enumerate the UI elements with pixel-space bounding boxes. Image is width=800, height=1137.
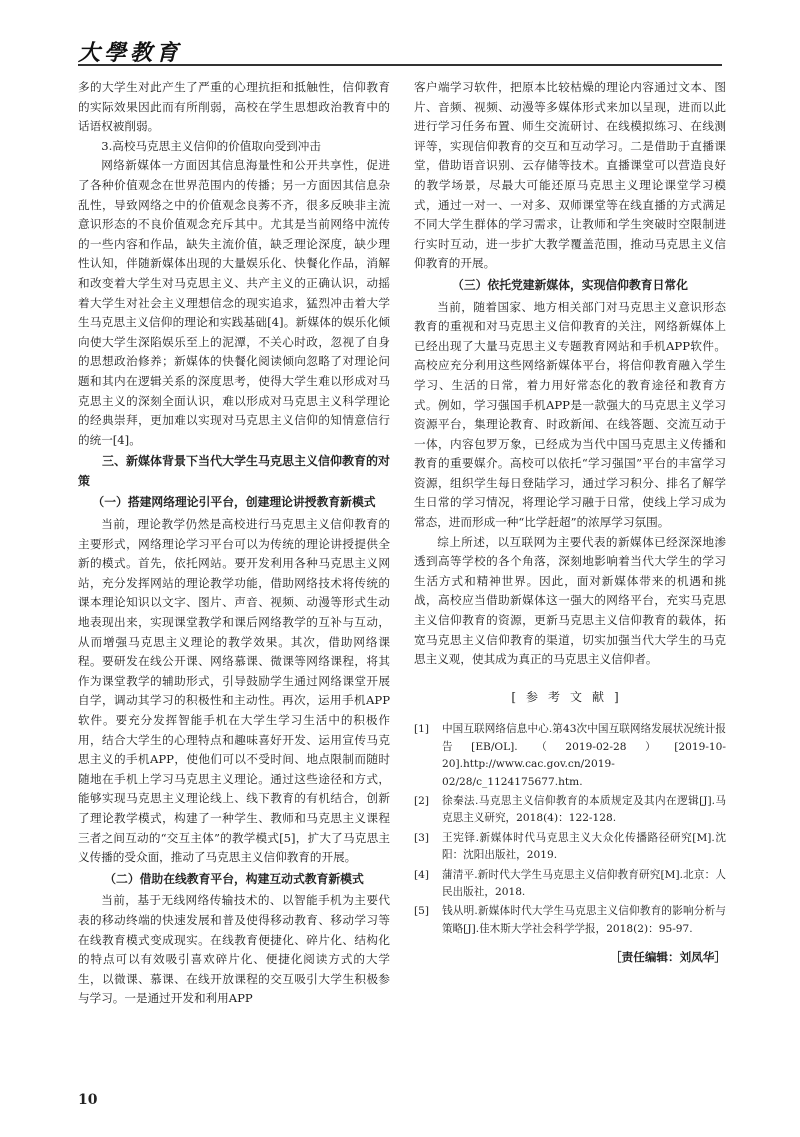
paragraph: 当前，理论教学仍然是高校进行马克思主义信仰教育的主要形式，网络理论学习平台可以为传统的理论讲授提供全新的模式。首先，依托网站。要开发利用各种马克思主义网站，充分发挥网站的理论教学功能，借助网络技术将传统的课本理论知识以文字、图片、声音、视频、动漫等形式生动地表现出来，实现课堂教学和课后网络教学的互补与互动，从而增强马克思主义理论的教学效果。其次，借助网络课程。要研发在线公开课、网络慕课、微课等网络课程，将其作为课堂教学的辅助形式，引导鼓励学生通过网络课堂开展自学，调动其学习的积极性和主动性。再次，运用手机APP软件。要充分发挥智能手机在大学生学习生活中的积极作用，结合大学生的心理特点和趣味喜好开发、运用宣传马克思主义的手机APP，使他们可以不受时间、地点限制而随时随地在手机上学习马克思主义理论。通过这些途径和方式，能够实现马克思主义理论线上、线下教育的有机结合，创新了理论教学模式，构建了一种学生、教师和马克思主义课程三者之间互动的“交互主体”的教学模式[5]，扩大了马克思主义传播的受众面，推动了马克思主义信仰教育的开展。 [78,517,390,865]
paragraph: 客户端学习软件，把原本比较枯燥的理论内容通过文本、图片、音频、视频、动漫等多媒体形式来加以呈现，进而以此进行学习任务布置、师生交流研讨、在线模拟练习、在线测评等，实现信仰教育的交互和互动学习。二是借助于直播课堂，借助语音识别、云存储等技术。直播课堂可以营造良好的教学场景，尽最大可能还原马克思主义理论课堂学习模式，通过一对一、一对多、双师课堂等在线直播的方式满足不同大学生群体的学习需求，让教师和学生突破时空限制进行实时互动，进一步扩大教学覆盖范围，推动马克思主义信仰教育的开展。 [414,80,726,271]
reference-item [414,903,726,938]
paragraph: 当前，随着国家、地方相关部门对马克思主义意识形态教育的重视和对马克思主义信仰教育的关注，网络新媒体上已经出现了大量马克思主义专题教育网站和手机APP软件。高校应充分利用这些网络新媒体平台，将信仰教育融入学生学习、生活的日常，着力用好常态化的教育途径和教育方式。例如，学习强国手机APP是一款强大的马克思主义学习资源平台，集理论教育、时政新闻、在线答题、交流互动于一体，内容包罗万象，已经成为当代中国马克思主义传播和教育的重要媒介。高校可以依托“学习强国”平台的丰富学习资源，组织学生每日登陆学习，通过学习积分、排名了解学生日常的学习情况，将理论学习融于日常，使线上学习成为常态，进而形成一种“比学赶超”的浓厚学习氛围。 [414,299,726,530]
reference-number: [4] [414,868,430,881]
page-number: 10 [78,1092,98,1108]
left-column [78,78,390,1009]
paragraph: 当前，基于无线网络传输技术的、以智能手机为主要代表的移动终端的快速发展和普及使得移动教育、移动学习等在线教育模式变成现实。在线教育便捷化、碎片化、结构化的特点可以有效吸引喜欢碎片化、便捷化阅读方式的大学生，以微课、慕课、在线开放课程的交互吸引大学生积极参与学习。一是通过开发和利用APP [78,893,390,1006]
reference-number: [5] [414,905,430,918]
right-column [414,78,726,968]
reference-number: [1] [414,723,430,736]
reference-item [414,721,726,791]
subsection-heading: （三）依托党建新媒体，实现信仰教育日常化 [452,277,688,292]
paragraph: 多的大学生对此产生了严重的心理抗拒和抵触性，信仰教育的实际效果因此而有所削弱，高校在学生思想政治教育中的话语权被削弱。 [78,80,390,134]
reference-number: [3] [414,831,430,844]
reference-text: 中国互联网络信息中心.第43次中国互联网络发展状况统计报告[EB/OL].（2019-02-28）[2019-10-20].http://www.cac.gov.cn/2019-02/28/c_1124175677.htm. [442,723,726,788]
subsection-heading: （二）借助在线教育平台，构建互动式教育新模式 [104,871,364,886]
subsection-heading: （一）搭建网络理论引平台，创建理论讲授教育新模式 [92,495,376,510]
reference-text: 王宪铎.新媒体时代马克思主义大众化传播路径研究[M].沈阳：沈阳出版社，2019. [442,831,726,862]
reference-text: 钱从明.新媒体时代大学生马克思主义信仰教育的影响分析与策略[J].佳木斯大学社会科学学报，2018(2)：95-97. [442,905,726,935]
header-divider [78,64,722,66]
paragraph: 网络新媒体一方面因其信息海量性和公开共享性，促进了各种价值观念在世界范围内的传播；另一方面因其信息杂乱性，导致网络之中的价值观念良莠不齐，很多反映非主流意识形态的不良价值观念充斥其中。尤其是当前网络中流传的一些内容和作品，缺失主流价值，缺乏理论深度，缺少理性认知，伴随新媒体出现的大量娱乐化、快餐化作品，消解和改变着大学生对马克思主义、共产主义的正确认识，动摇着大学生对社会主义理想信念的现实追求，猛烈冲击着大学生马克思主义信仰的理论和实践基础[4]。新媒体的娱乐化倾向使大学生深陷娱乐至上的泥潭，不关心时政，忽视了自身的思想政治修养；新媒体的快餐化阅读倾向忽略了对理论问题和其内在逻辑关系的深度思考，使得大学生难以形成对马克思主义的深刻全面认识，难以形成对马克思主义科学理论的经典崇拜，更加难以实现对马克思主义信仰的知情意信行的统一[4]。 [78,158,390,447]
reference-text: 蒲清平.新时代大学生马克思主义信仰教育研究[M].北京：人民出版社，2018. [442,868,726,899]
reference-number: [2] [414,795,430,808]
journal-logo: 大學教育 [78,40,183,66]
subheading: 3.高校马克思主义信仰的价值取向受到冲击 [101,138,321,153]
reference-item [414,830,726,865]
reference-item [414,867,726,902]
references-title: [参考文献] [511,689,629,704]
section-heading: 三、新媒体背景下当代大学生马克思主义信仰教育的对策 [78,454,391,488]
reference-item [414,793,726,828]
reference-text: 徐秦法.马克思主义信仰教育的本质规定及其内在逻辑[J].马克思主义研究，2018(4)：122-128. [442,795,726,825]
responsible-editor: ［责任编辑：刘凤华］ [610,950,726,965]
paragraph: 综上所述，以互联网为主要代表的新媒体已经深深地渗透到高等学校的各个角落，深刻地影响着当代大学生的学习生活方式和精神世界。因此，面对新媒体带来的机遇和挑战，高校应当借助新媒体这一强大的网络平台，充实马克思主义信仰教育的资源，更新马克思主义信仰教育的载体，拓宽马克思主义信仰教育的渠道，切实加强当代大学生的马克思主义观，使其成为真正的马克思主义信仰者。 [414,534,726,667]
